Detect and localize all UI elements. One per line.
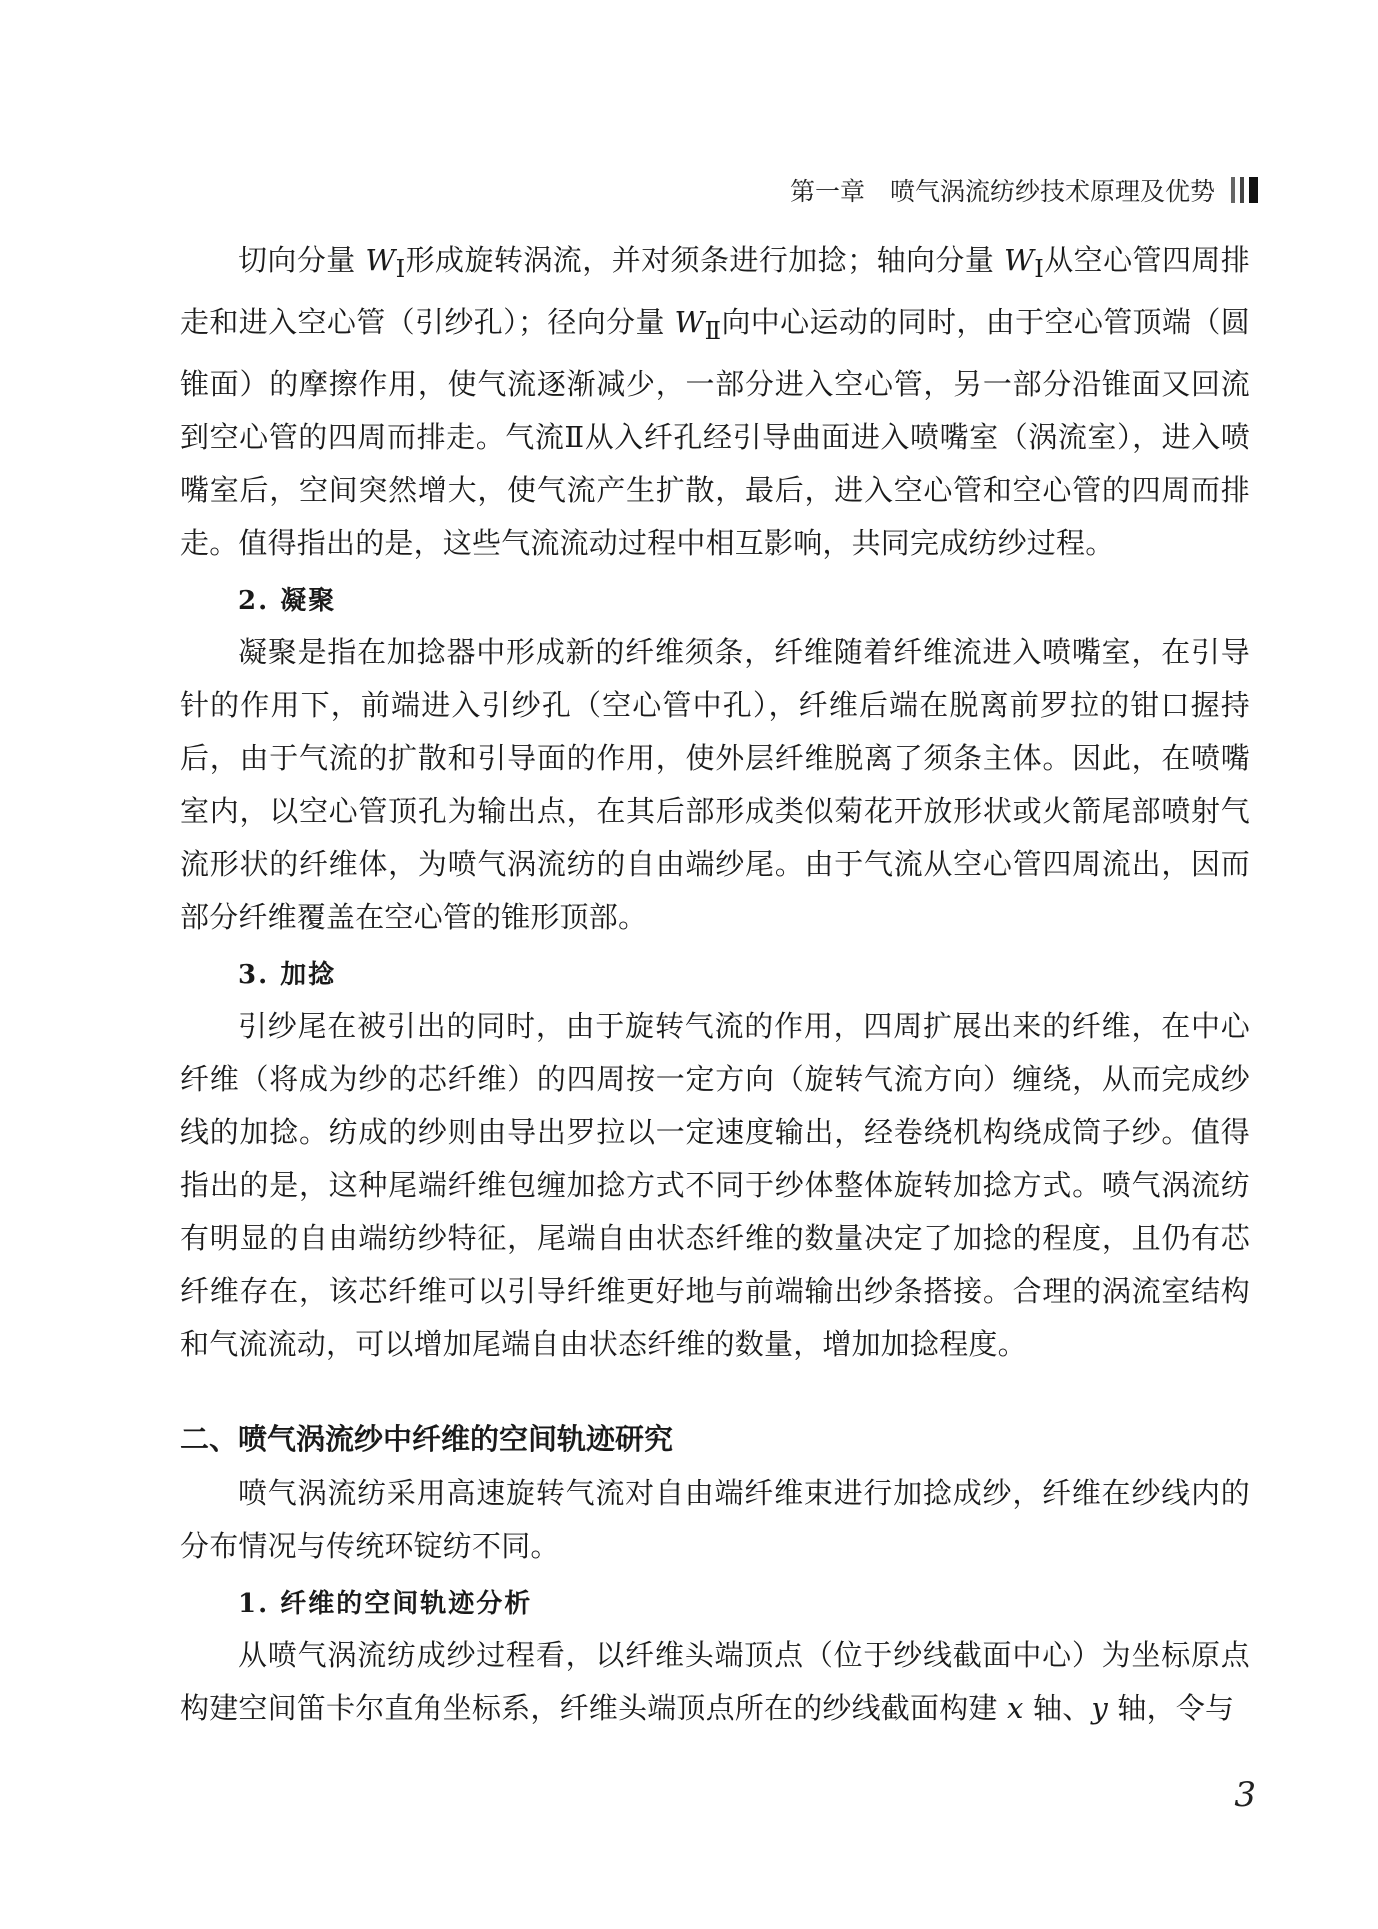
running-head (790, 172, 1258, 208)
text-run: 轴、 (1023, 1690, 1092, 1725)
math-variable: y (1091, 1690, 1109, 1725)
subheading-trajectory: 1. 纤维的空间轨迹分析 (238, 1588, 533, 1619)
math-variable: W (1003, 243, 1034, 277)
bar-1 (1231, 177, 1235, 203)
math-subscript: Ⅰ (395, 254, 406, 283)
chapter-title: 第一章 喷气涡流纺纱技术原理及优势 (789, 177, 1215, 206)
text-run: 向中心运动的同时，由于空心管顶端（圆锥面）的摩擦作用，使气流逐渐减少，一部分进入空心管，另一部分沿锥面又回流到空心管的四周而排走。气流Ⅱ从入纤孔经引导曲面进入喷嘴室（涡流室），进入喷嘴室后，空间突然增大，使气流产生扩散，最后，进入空心管和空心管的四周而排走。值得指出的是，这些气流流动过程中相互影响，共同完成纺纱过程。 (180, 304, 1250, 560)
paragraph-condensation: 凝聚是指在加捻器中形成新的纤维须条，纤维随着纤维流进入喷嘴室，在引导针的作用下，前端进入引纱孔（空心管中孔），纤维后端在脱离前罗拉的钳口握持后，由于气流的扩散和引导面的作用，使外层纤维脱离了须条主体。因此，在喷嘴室内，以空心管顶孔为输出点，在其后部形成类似菊花开放形状或火箭尾部喷射气流形状的纤维体，为喷气涡流纺的自由端纱尾。由于气流从空心管四周流出，因而部分纤维覆盖在空心管的锥形顶部。 (180, 634, 1250, 934)
paragraph-twisting: 引纱尾在被引出的同时，由于旋转气流的作用，四周扩展出来的纤维，在中心纤维（将成为纱的芯纤维）的四周按一定方向（旋转气流方向）缠绕，从而完成纱线的加捻。纺成的纱则由导出罗拉以一定速度输出，经卷绕机构绕成筒子纱。值得指出的是，这种尾端纤维包缠加捻方式不同于纱体整体旋转加捻方式。喷气涡流纺有明显的自由端纺纱特征，尾端自由状态纤维的数量决定了加捻的程度，且仍有芯纤维存在，该芯纤维可以引导纤维更好地与前端输出纱条搭接。合理的涡流室结构和气流流动，可以增加尾端自由状态纤维的数量，增加加捻程度。 (180, 1008, 1250, 1361)
math-variable: W (365, 243, 396, 277)
math-subscript: Ⅱ (704, 316, 722, 345)
text-run: 形成旋转涡流，并对须条进行加捻；轴向分量 (405, 243, 1004, 277)
bar-3 (1249, 177, 1258, 203)
paragraph-coordinates (180, 1629, 1250, 1735)
subheading-twisting: 3. 加捻 (238, 959, 337, 990)
paragraph-airflow (180, 234, 1250, 570)
text-run: 从喷气涡流纺成纱过程看，以纤维头端顶点（位于纱线截面中心）为坐标原点构建空间笛卡尔直角坐标系，纤维头端顶点所在的纱线截面构建 (180, 1637, 1250, 1725)
subheading-condensation: 2. 凝聚 (238, 585, 337, 616)
header-bars-ornament (1231, 177, 1258, 203)
page-body (180, 234, 1250, 1735)
math-subscript: Ⅰ (1033, 254, 1045, 283)
paragraph-intro: 喷气涡流纺采用高速旋转气流对自由端纤维束进行加捻成纱，纤维在纱线内的分布情况与传统环锭纺不同。 (180, 1475, 1250, 1563)
text-run: 从空心管四周排走和进入空心管（引纱孔）；径向分量 (180, 243, 1251, 339)
section-heading: 二、喷气涡流纱中纤维的空间轨迹研究 (180, 1421, 674, 1456)
text-run: 切向分量 (238, 243, 366, 277)
text-run: 轴，令与 (1108, 1690, 1235, 1725)
page-number: 3 (1234, 1775, 1256, 1815)
bar-2 (1240, 177, 1244, 203)
math-variable: W (674, 304, 705, 339)
math-variable: x (1007, 1690, 1024, 1725)
